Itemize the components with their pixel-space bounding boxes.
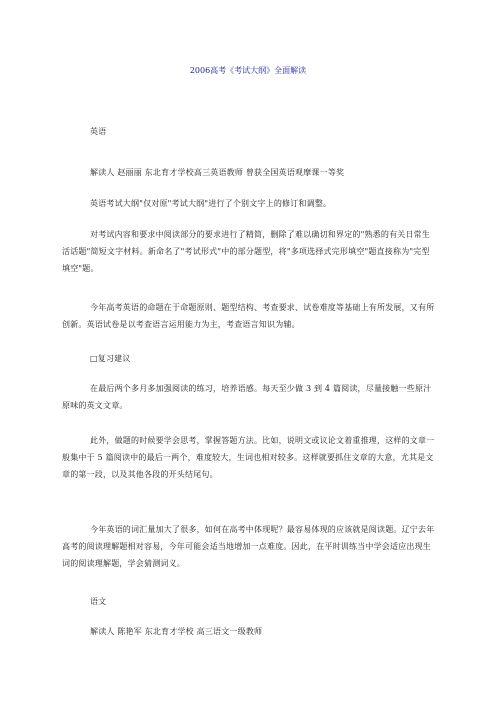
chinese-reviewer-line: 解读人 陈艳军 东北育才学校 高三语文一级教师 [90, 627, 263, 636]
english-paragraph-2: 对考试内容和要求中阅读部分的要求进行了精简，删除了难以确切和界定的"熟悉的有关日常生活话题"简短文字材料。新命名了"考试形式"中的部分题型，将"多项选择式完形填空"题直接称为"完型填空"题。 [62, 230, 431, 273]
review-advice-heading: □复习建议 [90, 354, 131, 363]
document-title: 2006高考《考试大纲》全面解读 [189, 66, 307, 75]
english-paragraph-1: 英语考试大纲"仅对原"考试大纲"进行了个别文字上的修订和调整。 [90, 199, 332, 208]
advice-paragraph-1: 在最后两个多月多加强阅读的练习，培养语感。每天至少做 3 到 4 篇阅读，尽量接触一些原汁原味的英文文章。 [62, 384, 432, 410]
section-heading-chinese: 语文 [90, 597, 107, 606]
section-heading-english: 英语 [90, 127, 107, 136]
english-reviewer-line: 解读人 赵丽丽 东北育才学校高三英语教师 曾获全国英语观摩课一等奖 [90, 168, 345, 177]
advice-paragraph-2: 此外，做题的时候要学会思考，掌握答题方法。比如，说明文或议论文着重推理，这样的文章一般集中于 5 篇阅读中的最后一两个，难度较大，生词也相对较多。这样就要抓住文章的大意，尤其是文章的第一段，以及其他各段的开头结尾句。 [62, 436, 435, 479]
english-paragraph-3: 今年高考英语的命题在于命题原则、题型结构、考查要求、试卷难度等基础上有所发展，又有所创新。英语试卷是以考查语言运用能力为主，考查语言知识为辅。 [62, 303, 435, 329]
advice-paragraph-3: 今年英语的词汇量加大了很多，如何在高考中体现呢？最容易体现的应该就是阅读题。辽宁去年高考的阅读理解题相对容易，今年可能会适当地增加一点难度。因此，在平时训练当中学会适应出现生词的阅读理解题，学会猜测词义。 [62, 525, 435, 568]
